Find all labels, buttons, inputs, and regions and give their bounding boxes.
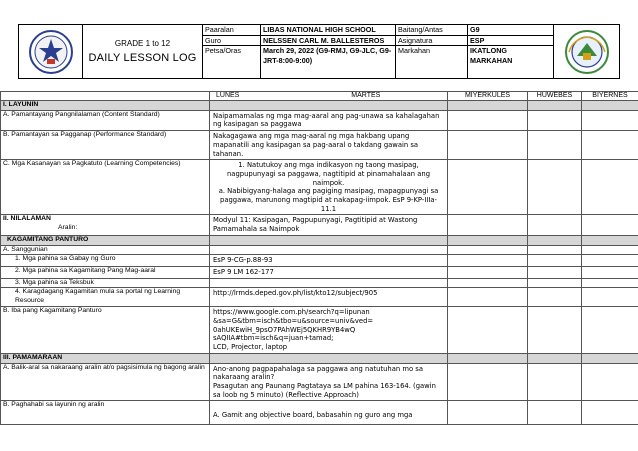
school-logo-icon — [563, 29, 611, 75]
title-cell — [83, 25, 203, 78]
section-layunin: I. LAYUNIN — [1, 101, 638, 111]
table-header-row — [1, 92, 638, 101]
label-markahan: Markahan — [396, 46, 468, 78]
table-row: 2. Mga pahina sa Kagamitang Pang Mag-aaral EsP 9 LM 162-177 — [1, 266, 638, 278]
dll-header — [18, 24, 620, 79]
value-subject: ESP — [468, 36, 553, 46]
resource-link[interactable]: https://www.google.com.ph/search?q=lipunan — [213, 308, 370, 317]
table-row: 3. Mga pahina sa Teksbuk — [1, 278, 638, 288]
value-date: March 29, 2022 (G9-RMJ, G9-JLC, G9-JRT-8:00-9:00) — [261, 46, 396, 78]
value-school: LIBAS NATIONAL HIGH SCHOOL — [261, 25, 396, 36]
section-nilalaman: II. NILALAMAN — [3, 215, 51, 223]
document-title: DAILY LESSON LOG — [88, 52, 197, 64]
competency-1: 1. Natutukoy ang mga indikasyon ng taong masipag, nagpupunyagi sa paggawa, nagtitipid at pinamahalaan ang naimpok. — [226, 161, 431, 187]
table-row: C. Mga Kasanayan sa Pagkatuto (Learning Competencies) 1. Natutukoy ang mga indikasyon ng taong masipag, nagpupunyagi sa paggawa, nagtitipid at pinamahalaan ang naimpok. a. Nabibigyang-halaga ang pagiging masipag, mapagpunyagi sa paggawa, marunong magtipid at nakapag-iimpok. EsP 9-KP-IIIa-11.1 — [1, 160, 638, 215]
label-petsa: Petsa/Oras — [203, 46, 261, 78]
table-row: 4. Karagdagang Kagamitan mula sa portal ng Learning Resource http://lrmds.deped.gov.ph/list/kto12/subject/905 — [1, 288, 638, 307]
deped-seal-cell — [19, 25, 83, 78]
lesson-log-table — [0, 91, 638, 425]
aralin-label: Aralin: — [58, 224, 78, 232]
col-lunes: LUNES — [216, 92, 240, 99]
competency-1a: a. Nabibigyang-halaga ang pagiging masipag, mapagpunyagi sa paggawa, marunong magtipid at nakapag-iimpok. EsP 9-KP-IIIa-11.1 — [218, 187, 439, 213]
col-miyerkules: MIYERKULES — [448, 92, 528, 101]
col-biyernes: BIYERNES — [582, 92, 638, 101]
table-row-nilalaman: II. NILALAMAN Aralin: Modyul 11: Kasipagan, Pagpupunyagi, Pagtitipid at Wastong Pamamahala sa Naimpok — [1, 215, 638, 235]
grade-range: GRADE 1 to 12 — [114, 39, 171, 48]
col-martes: MARTES — [351, 92, 381, 99]
table-row: 1. Mga pahina sa Gabay ng Guro EsP 9-CG-p.88-93 — [1, 255, 638, 267]
school-info-grid — [203, 25, 553, 78]
table-row: B. Pamantayan sa Pagganap (Performance Standard) Nakagagawa ang mga mag-aaral ng mga hakbang upang mapanatili ang kasipagan sa pag-aaral o takdang gawain sa tahanan. — [1, 131, 638, 160]
table-row: A. Pamantayang Pangnilalaman (Content Standard) Naipamamalas ng mga mag-aaral ang pag-unawa sa kahalagahan ng kasipagan sa paggawa — [1, 110, 638, 130]
table-row: A. Balik-aral sa nakaraang aralin at/o pagsisimula ng bagong aralin Ano-anong pagpapahalaga sa paggawa ang natutuhan mo sa nakaraang aralin? Pasagutan ang Paunang Pagtataya sa LM pahina 163-164. (gawin sa loob ng 5 minuto) (Reflective Approach) — [1, 363, 638, 401]
table-row: B. Iba pang Kagamitang Panturo https://www.google.com.ph/search?q=lipunan &sa=G&tbm=isch&tbo=u&source=univ&ved= 0ahUKEwiH_9psO7PAhWEj5QKHR9YB4wQ sAQIIA#tbm=isch&q=juan+tamad; LCD, Projector, laptop — [1, 307, 638, 354]
school-logo-cell — [553, 25, 619, 78]
deped-seal-icon — [28, 29, 74, 75]
value-teacher: NELSSEN CARL M. BALLESTEROS — [261, 36, 396, 46]
col-huwebes: HUWEBES — [528, 92, 582, 101]
label-asignatura: Asignatura — [396, 36, 468, 46]
equipment-list: LCD, Projector, laptop — [213, 343, 288, 352]
label-guro: Guro — [203, 36, 261, 46]
table-row: A. Sanggunian — [1, 245, 638, 255]
table-row: B. Paghahabi sa layunin ng aralin A. Gamit ang objective board, babasahin ng guro ang mga — [1, 401, 638, 425]
label-paaralan: Paaralan — [203, 25, 261, 36]
section-kagamitang: KAGAMITANG PANTURO — [1, 235, 638, 245]
value-quarter: IKATLONG MARKAHAN — [470, 46, 513, 65]
section-pamamaraan: III. PAMAMARAAN — [1, 353, 638, 363]
value-grade: G9 — [468, 25, 553, 36]
label-baitang: Baitang/Antas — [396, 25, 468, 36]
